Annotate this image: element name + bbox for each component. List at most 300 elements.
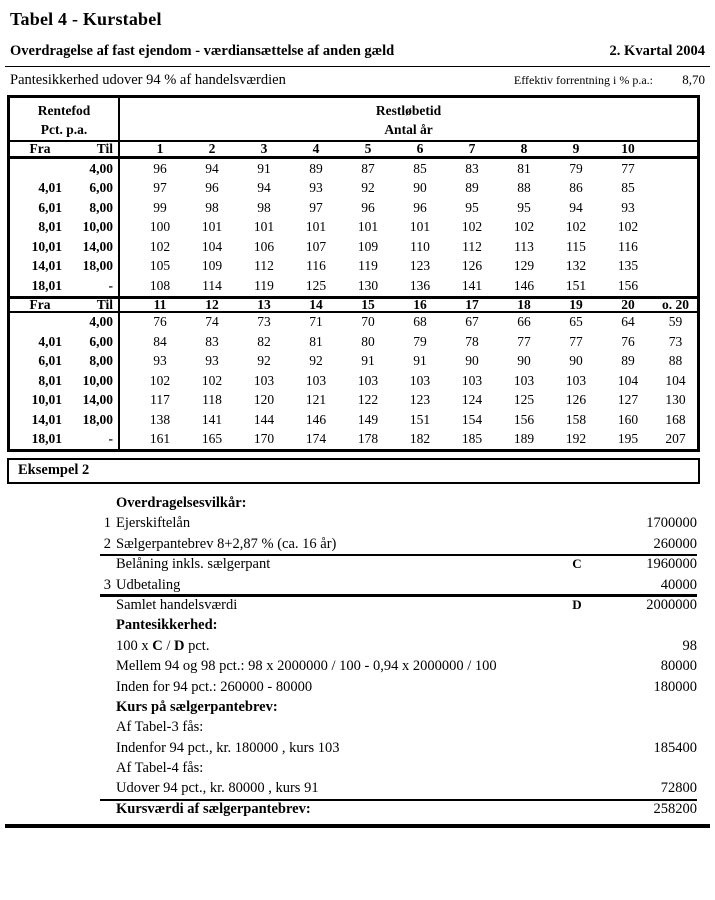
fra-cell: 18,01 <box>31 277 62 293</box>
year-cells <box>120 276 697 296</box>
over-20-cell: 73 <box>668 333 683 349</box>
rate-cell: 125 <box>305 277 327 293</box>
rate-cell: 91 <box>361 353 375 369</box>
rate-cell: 102 <box>461 219 483 235</box>
example-line <box>100 556 697 576</box>
rate-cell: 83 <box>205 333 219 349</box>
rate-cell: 101 <box>357 219 379 235</box>
year-header-cell: 12 <box>205 296 219 312</box>
rate-row <box>10 257 697 277</box>
fra-cell: Fra <box>29 141 51 156</box>
rate-row <box>10 159 697 179</box>
year-cells <box>120 179 697 199</box>
rate-cell: 123 <box>409 392 431 408</box>
rate-row <box>10 198 697 218</box>
rate-cell: 149 <box>357 411 379 427</box>
rate-cell: 96 <box>205 180 219 196</box>
rate-cell: 185 <box>461 431 483 447</box>
year-header-cell: 2 <box>208 141 216 156</box>
year-header-cell: 19 <box>569 296 583 312</box>
example-line-label: Af Tabel-3 fås: <box>116 719 204 736</box>
year-header-row <box>10 142 697 159</box>
rate-cell: 109 <box>201 258 223 274</box>
rate-row <box>10 391 697 411</box>
example-line <box>100 699 697 719</box>
fra-cell <box>10 159 70 179</box>
span-line1: Restløbetid <box>375 103 442 118</box>
example-line-value: 180000 <box>653 678 697 695</box>
fra-cell: 6,01 <box>38 199 62 215</box>
year-header-cell: 11 <box>153 296 167 312</box>
rate-cell: 79 <box>569 160 583 176</box>
rate-cell: 82 <box>257 333 271 349</box>
til-cell: - <box>70 430 120 450</box>
til-cell: 6,00 <box>70 179 120 199</box>
rate-cell: 192 <box>565 431 587 447</box>
header-divider <box>5 66 710 67</box>
example-line-label: Inden for 94 pct.: 260000 - 80000 <box>116 678 313 695</box>
year-cells <box>120 313 697 333</box>
rate-cell: 93 <box>153 353 167 369</box>
rate-cell: 89 <box>309 160 323 176</box>
year-cells <box>120 371 697 391</box>
rate-row <box>10 276 697 296</box>
year-header-cell: 14 <box>309 296 323 312</box>
example-line <box>100 801 697 821</box>
example-box-title: Eksempel 2 <box>7 458 700 484</box>
rate-cell: 130 <box>357 277 379 293</box>
rate-cell: 92 <box>257 353 271 369</box>
rate-table-header <box>10 98 697 142</box>
til-cell: 14,00 <box>70 391 120 411</box>
rate-cell: 85 <box>413 160 427 176</box>
rate-cell: 101 <box>409 219 431 235</box>
example-line-value: 260000 <box>653 535 697 552</box>
rate-cell: 116 <box>618 238 638 254</box>
fra-cell <box>10 313 70 333</box>
rate-cell: 104 <box>617 372 639 388</box>
rate-cell: 94 <box>257 180 271 196</box>
fra-cell: 8,01 <box>38 219 62 235</box>
example-line-label: Pantesikkerhed: <box>116 617 218 634</box>
til-cell: - <box>70 276 120 296</box>
rate-cell: 135 <box>617 258 639 274</box>
example-line-letter: C <box>572 556 582 572</box>
rate-cell: 132 <box>565 258 587 274</box>
over-20-cell: 88 <box>668 353 683 369</box>
effective-rate-label: Effektiv forrentning i % p.a.: <box>513 73 653 87</box>
example-line <box>100 780 697 800</box>
rate-cell: 112 <box>254 258 274 274</box>
rate-cell: 165 <box>201 431 223 447</box>
page-title: Tabel 4 - Kurstabel <box>10 9 162 29</box>
rate-cell: 85 <box>621 180 635 196</box>
rate-table-block1 <box>10 142 697 296</box>
rate-cell: 84 <box>153 333 167 349</box>
fra-cell: 8,01 <box>38 372 62 388</box>
rate-cell: 115 <box>566 238 586 254</box>
rate-cell: 123 <box>409 258 431 274</box>
rate-cell: 144 <box>253 411 275 427</box>
condition-text: Pantesikkerhed udover 94 % af handelsværdien <box>10 72 286 88</box>
example-line <box>100 597 697 617</box>
effective-rate-value: 8,70 <box>682 72 705 87</box>
rate-row <box>10 218 697 238</box>
rate-cell: 77 <box>569 333 583 349</box>
rate-cell: 94 <box>205 160 219 176</box>
year-header-cell: 3 <box>260 141 268 156</box>
rate-cell: 102 <box>201 372 223 388</box>
til-cell: 14,00 <box>70 237 120 257</box>
year-header-cell: 9 <box>572 141 580 156</box>
year-header-cell: 8 <box>520 141 528 156</box>
example-line <box>100 577 697 597</box>
example-line-value: 40000 <box>660 576 697 593</box>
rate-row <box>10 352 697 372</box>
rate-cell: 97 <box>153 180 167 196</box>
year-header-cell: 18 <box>517 296 531 312</box>
rate-cell: 103 <box>565 372 587 388</box>
example-line-label: Ejerskiftelån <box>116 515 191 532</box>
example-line-letter: D <box>572 596 582 612</box>
fra-cell: 18,01 <box>31 431 62 447</box>
year-cells <box>120 198 697 218</box>
year-cells <box>120 430 697 450</box>
rate-cell: 101 <box>305 219 327 235</box>
fra-cell: 4,01 <box>38 180 62 196</box>
fra-cell: Fra <box>29 296 51 312</box>
example-line <box>100 719 697 739</box>
rate-cell: 154 <box>461 411 483 427</box>
example-line <box>100 658 697 678</box>
rate-cell: 90 <box>413 180 427 196</box>
rate-cell: 170 <box>253 431 275 447</box>
example-line-label: Sælgerpantebrev 8+2,87 % (ca. 16 år) <box>116 535 337 552</box>
example-line-label: Kursværdi af sælgerpantebrev: <box>116 800 311 817</box>
rate-cell: 81 <box>309 333 323 349</box>
rate-cell: 76 <box>621 333 635 349</box>
corner-line2: Pct. p.a. <box>40 122 88 137</box>
til-cell: 18,00 <box>70 410 120 430</box>
rate-cell: 91 <box>257 160 271 176</box>
over-20-cell: 130 <box>665 392 686 408</box>
example-line-number: 3 <box>103 576 111 593</box>
rate-cell: 104 <box>201 238 223 254</box>
rate-table-corner <box>10 98 120 140</box>
year-cells <box>120 142 697 156</box>
rate-cell: 120 <box>253 392 275 408</box>
example-line-label: Mellem 94 og 98 pct.: 98 x 2000000 / 100 - 0,94 x 2000000 / 100 <box>116 658 497 675</box>
rate-cell: 66 <box>517 314 531 330</box>
rate-cell: 95 <box>517 199 531 215</box>
rate-cell: 114 <box>202 277 222 293</box>
year-header-cell: 13 <box>257 296 271 312</box>
rate-cell: 91 <box>413 353 427 369</box>
corner-line1: Rentefod <box>37 103 91 118</box>
rate-cell: 116 <box>306 258 326 274</box>
example-line <box>100 679 697 699</box>
rate-cell: 103 <box>357 372 379 388</box>
rate-cell: 92 <box>309 353 323 369</box>
til-cell: Til <box>70 299 120 311</box>
rate-cell: 146 <box>513 277 535 293</box>
rate-cell: 141 <box>201 411 223 427</box>
over-20-cell: 59 <box>668 314 683 330</box>
example-line-label: 100 x C / D pct. <box>116 637 210 654</box>
year-cells <box>120 410 697 430</box>
year-cells <box>120 352 697 372</box>
rate-cell: 119 <box>358 258 378 274</box>
example-line <box>100 760 697 780</box>
rate-cell: 105 <box>149 258 171 274</box>
rate-cell: 77 <box>621 160 635 176</box>
rate-cell: 68 <box>413 314 427 330</box>
example-line-value: 1960000 <box>646 556 697 573</box>
rate-cell: 93 <box>621 199 635 215</box>
rate-cell: 174 <box>305 431 327 447</box>
rate-row <box>10 410 697 430</box>
rate-cell: 81 <box>517 160 531 176</box>
rate-row <box>10 179 697 199</box>
year-header-cell: 10 <box>621 141 635 156</box>
example-line-value: 80000 <box>660 658 697 675</box>
rate-cell: 77 <box>517 333 531 349</box>
rate-cell: 87 <box>361 160 375 176</box>
fra-cell: 14,01 <box>31 411 62 427</box>
example-calculation <box>100 495 697 821</box>
rate-cell: 119 <box>254 277 274 293</box>
example-line-label: Af Tabel-4 fås: <box>116 760 204 777</box>
rate-cell: 117 <box>150 392 170 408</box>
rate-cell: 78 <box>465 333 479 349</box>
rate-cell: 83 <box>465 160 479 176</box>
rate-cell: 74 <box>205 314 219 330</box>
example-line <box>100 617 697 637</box>
example-line <box>100 495 697 515</box>
year-cells <box>120 296 697 312</box>
year-cells <box>120 237 697 257</box>
year-cells <box>120 257 697 277</box>
rate-cell: 195 <box>617 431 639 447</box>
til-cell: 18,00 <box>70 257 120 277</box>
rate-cell: 103 <box>461 372 483 388</box>
fra-cell: 10,01 <box>31 392 62 408</box>
rate-cell: 96 <box>153 160 167 176</box>
over-20-header-cell: o. 20 <box>662 296 689 312</box>
rate-cell: 103 <box>409 372 431 388</box>
rate-cell: 98 <box>257 199 271 215</box>
til-cell: 4,00 <box>70 159 120 179</box>
year-header-cell: 20 <box>621 296 635 312</box>
rate-cell: 67 <box>465 314 479 330</box>
rate-row <box>10 313 697 333</box>
rate-table-block2 <box>10 296 697 450</box>
year-header-cell: 15 <box>361 296 375 312</box>
rate-cell: 110 <box>410 238 430 254</box>
rate-cell: 124 <box>461 392 483 408</box>
example-line <box>100 638 697 658</box>
rate-cell: 151 <box>565 277 587 293</box>
rate-cell: 76 <box>153 314 167 330</box>
subtitle-row <box>10 43 705 60</box>
rate-cell: 158 <box>565 411 587 427</box>
example-line-label: Kurs på sælgerpantebrev: <box>116 698 278 715</box>
rate-cell: 101 <box>253 219 275 235</box>
rate-cell: 73 <box>257 314 271 330</box>
example-line-value: 72800 <box>660 780 697 797</box>
rate-cell: 101 <box>201 219 223 235</box>
rate-row <box>10 237 697 257</box>
example-line-value: 2000000 <box>646 596 697 613</box>
rate-cell: 102 <box>617 219 639 235</box>
rate-cell: 178 <box>357 431 379 447</box>
rate-cell: 126 <box>461 258 483 274</box>
year-header-cell: 17 <box>465 296 479 312</box>
rate-cell: 89 <box>621 353 635 369</box>
example-line-number: 2 <box>103 535 111 552</box>
example-line <box>100 740 697 760</box>
year-header-cell: 4 <box>312 141 320 156</box>
rate-cell: 108 <box>149 277 171 293</box>
til-cell: 10,00 <box>70 371 120 391</box>
fra-cell: 6,01 <box>38 353 62 369</box>
rate-cell: 106 <box>253 238 275 254</box>
rate-cell: 103 <box>253 372 275 388</box>
rate-cell: 70 <box>361 314 375 330</box>
rate-cell: 102 <box>149 372 171 388</box>
rate-row <box>10 332 697 352</box>
rate-cell: 113 <box>514 238 534 254</box>
rate-table-span-header <box>120 98 697 140</box>
til-cell: 8,00 <box>70 352 120 372</box>
year-cells <box>120 218 697 238</box>
fra-cell: 10,01 <box>31 238 62 254</box>
rate-cell: 96 <box>361 199 375 215</box>
rate-cell: 88 <box>517 180 531 196</box>
rate-cell: 98 <box>205 199 219 215</box>
example-line-label: Overdragelsesvilkår: <box>116 495 247 511</box>
rate-cell: 103 <box>305 372 327 388</box>
rate-cell: 136 <box>409 277 431 293</box>
rate-cell: 125 <box>513 392 535 408</box>
til-cell: 10,00 <box>70 218 120 238</box>
example-line-label: Belåning inkls. sælgerpant <box>116 556 271 573</box>
example-line-label: Udbetaling <box>116 576 181 593</box>
year-header-cell: 16 <box>413 296 427 312</box>
rate-cell: 161 <box>149 431 171 447</box>
subtitle: Overdragelse af fast ejendom - værdiansættelse af anden gæld <box>10 43 395 59</box>
rate-cell: 118 <box>202 392 222 408</box>
rate-cell: 90 <box>569 353 583 369</box>
rate-cell: 79 <box>413 333 427 349</box>
rate-cell: 86 <box>569 180 583 196</box>
example-line-value: 258200 <box>653 800 697 817</box>
rate-cell: 96 <box>413 199 427 215</box>
over-20-cell: 104 <box>665 372 686 388</box>
rate-cell: 151 <box>409 411 431 427</box>
rate-cell: 112 <box>462 238 482 254</box>
rate-cell: 90 <box>465 353 479 369</box>
rate-row <box>10 371 697 391</box>
rate-cell: 107 <box>305 238 327 254</box>
example-line-label: Udover 94 pct., kr. 80000 , kurs 91 <box>116 780 319 797</box>
rate-cell: 127 <box>617 392 639 408</box>
til-cell: 8,00 <box>70 198 120 218</box>
rate-cell: 95 <box>465 199 479 215</box>
rate-cell: 64 <box>621 314 635 330</box>
example-line-value: 1700000 <box>646 515 697 532</box>
rate-cell: 182 <box>409 431 431 447</box>
rate-cell: 89 <box>465 180 479 196</box>
rate-cell: 122 <box>357 392 379 408</box>
rate-cell: 102 <box>513 219 535 235</box>
rate-cell: 65 <box>569 314 583 330</box>
page-bottom-rule <box>5 824 710 828</box>
example-line-label: Indenfor 94 pct., kr. 180000 , kurs 103 <box>116 739 340 756</box>
over-20-cell: 207 <box>665 431 686 447</box>
span-line2: Antal år <box>384 122 433 137</box>
rate-table <box>7 95 700 452</box>
example-line-label: Samlet handelsværdi <box>116 596 238 613</box>
quarter-label: 2. Kvartal 2004 <box>609 43 705 59</box>
example-line-value: 98 <box>682 637 697 654</box>
rate-cell: 126 <box>565 392 587 408</box>
til-cell: 6,00 <box>70 332 120 352</box>
rate-cell: 80 <box>361 333 375 349</box>
rate-cell: 93 <box>205 353 219 369</box>
over-20-cell: 168 <box>665 411 686 427</box>
year-header-cell: 5 <box>364 141 372 156</box>
rate-cell: 109 <box>357 238 379 254</box>
year-header-cell: 7 <box>468 141 476 156</box>
rate-cell: 146 <box>305 411 327 427</box>
rate-row <box>10 430 697 450</box>
rate-cell: 100 <box>149 219 171 235</box>
year-header-cell: 6 <box>416 141 424 156</box>
rate-cell: 93 <box>309 180 323 196</box>
year-cells <box>120 391 697 411</box>
rate-cell: 121 <box>305 392 327 408</box>
rate-cell: 90 <box>517 353 531 369</box>
rate-cell: 156 <box>617 277 639 293</box>
example-line <box>100 536 697 556</box>
rate-cell: 129 <box>513 258 535 274</box>
year-cells <box>120 332 697 352</box>
rate-cell: 103 <box>513 372 535 388</box>
rate-cell: 102 <box>565 219 587 235</box>
example-line-number: 1 <box>103 515 111 532</box>
til-cell: Til <box>70 142 120 156</box>
til-cell: 4,00 <box>70 313 120 333</box>
condition-row <box>10 72 705 89</box>
year-header-cell: 1 <box>156 141 164 156</box>
fra-cell: 4,01 <box>38 333 62 349</box>
rate-cell: 102 <box>149 238 171 254</box>
rate-cell: 189 <box>513 431 535 447</box>
example-line <box>100 515 697 535</box>
year-cells <box>120 159 697 179</box>
rate-cell: 138 <box>149 411 171 427</box>
fra-cell: 14,01 <box>31 258 62 274</box>
rate-cell: 156 <box>513 411 535 427</box>
year-header-row <box>10 296 697 313</box>
rate-cell: 71 <box>309 314 323 330</box>
example-line-value: 185400 <box>653 739 697 756</box>
rate-cell: 160 <box>617 411 639 427</box>
rate-cell: 141 <box>461 277 483 293</box>
rate-cell: 99 <box>153 199 167 215</box>
rate-cell: 97 <box>309 199 323 215</box>
